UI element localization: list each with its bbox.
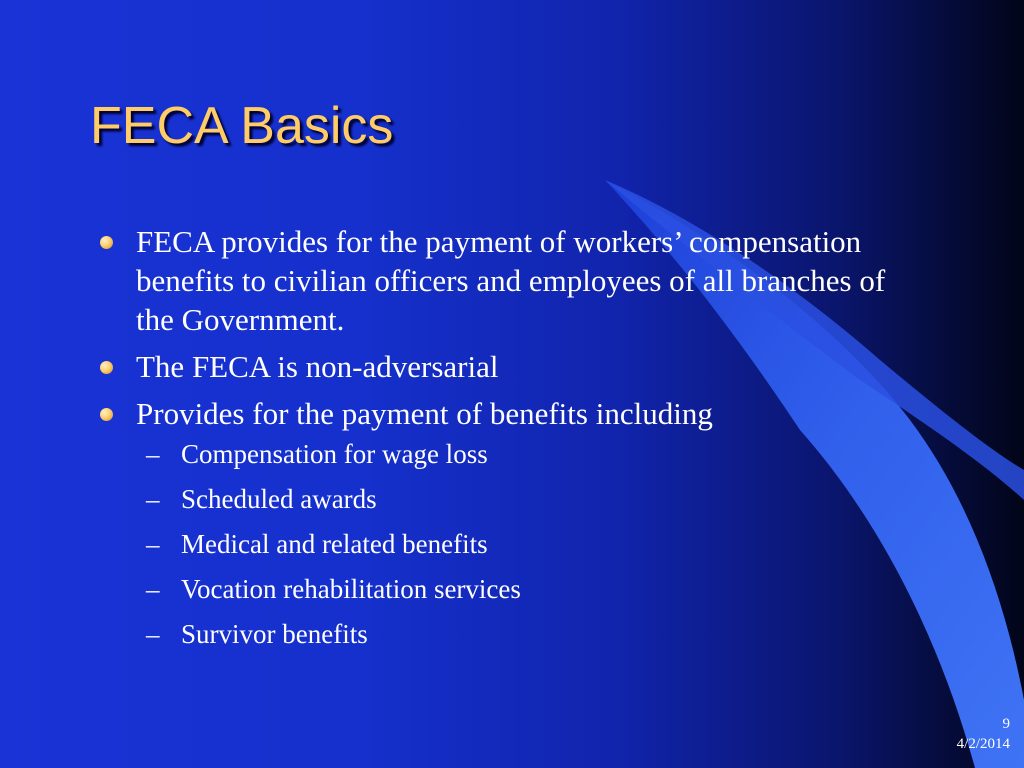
sub-bullet-text: Scheduled awards — [181, 484, 377, 514]
dash-marker: – — [146, 574, 160, 604]
dash-marker: – — [146, 439, 160, 469]
page-number: 9 — [1002, 716, 1010, 732]
sub-bullet-text: Medical and related benefits — [181, 529, 488, 559]
sub-bullet-item — [146, 439, 900, 470]
bullet-item — [100, 347, 900, 386]
slide-title: FECA Basics — [90, 97, 394, 155]
dash-marker: – — [146, 529, 160, 559]
dash-marker: – — [146, 484, 160, 514]
sub-bullet-text: Compensation for wage loss — [181, 439, 488, 469]
sub-bullet-text: Vocation rehabilitation services — [181, 574, 521, 604]
sub-bullet-item — [146, 529, 900, 560]
bullet-dot-icon — [100, 408, 113, 421]
sub-bullet-item — [146, 574, 900, 605]
bullet-dot-icon — [100, 361, 113, 374]
bullet-text: The FECA is non-adversarial — [136, 349, 499, 384]
slide-footer — [957, 714, 1010, 754]
sub-bullet-item — [146, 619, 900, 650]
bullet-list — [100, 222, 900, 664]
bullet-item — [100, 222, 900, 339]
sub-bullet-list — [146, 439, 900, 650]
sub-bullet-text: Survivor benefits — [181, 619, 368, 649]
bullet-text: FECA provides for the payment of workers’ compensation benefits to civilian officers and employees of all branches of the Government. — [136, 224, 886, 337]
bullet-item — [100, 394, 900, 650]
sub-bullet-item — [146, 484, 900, 515]
dash-marker: – — [146, 619, 160, 649]
slide-date: 4/2/2014 — [956, 736, 1010, 752]
bullet-text: Provides for the payment of benefits including — [136, 396, 713, 431]
bullet-dot-icon — [100, 236, 113, 249]
